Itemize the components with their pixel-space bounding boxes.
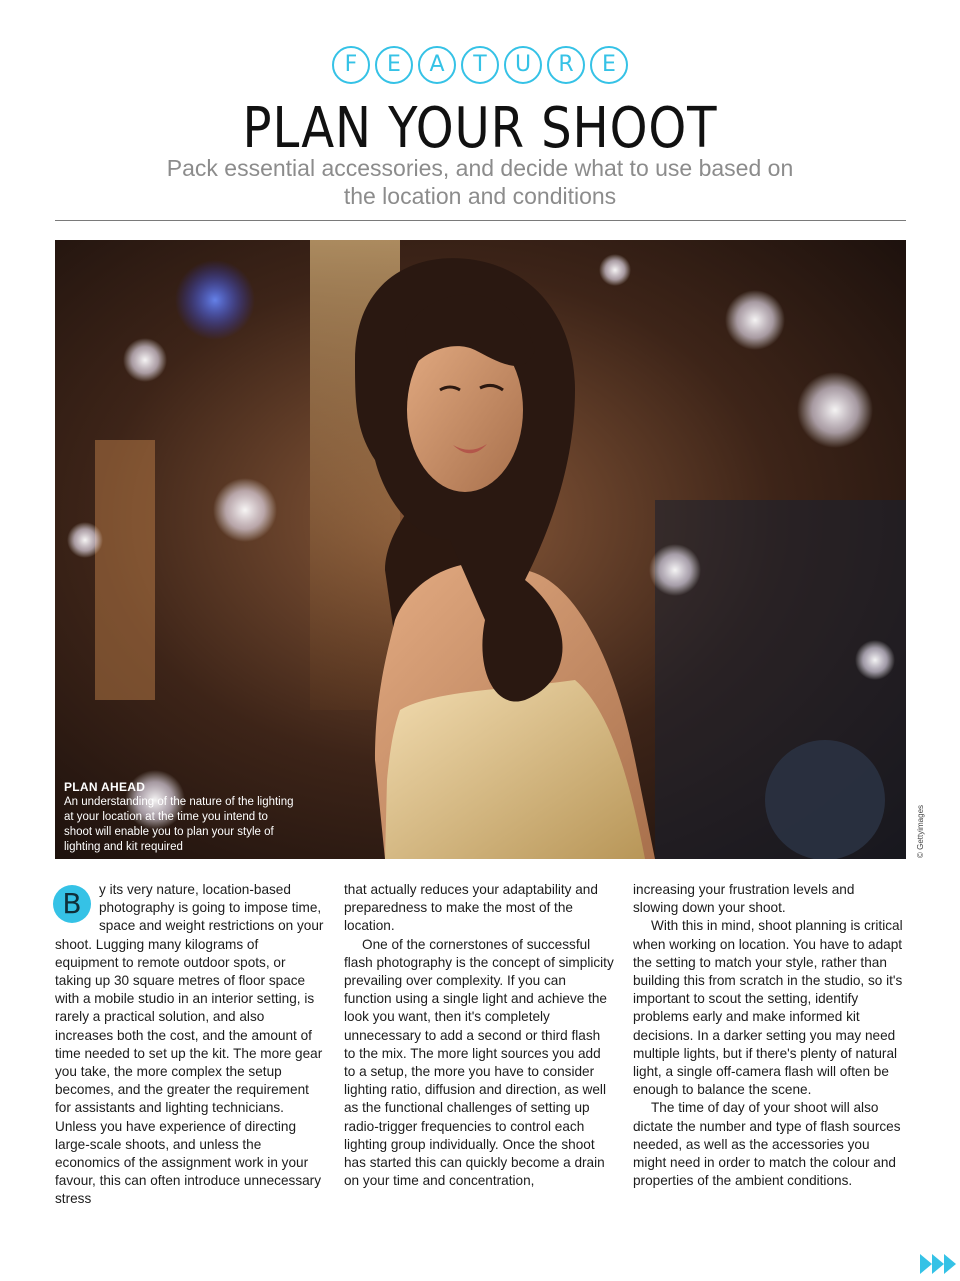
- paragraph: With this in mind, shoot planning is critical when working on location. You have to adapt the setting to match your style, rather than building this from scratch in the studio, so it's important to scout the setting, identify problems early and make informed kit decisions. In a darker setting you may need multiple lights, but if there's plenty of natural light, a single off-camera flash will often be enough to balance the scene.: [633, 918, 903, 1098]
- article-column-3: [633, 881, 903, 1190]
- photo-credit: © Gettyimages: [916, 804, 925, 858]
- portrait-illustration: [55, 240, 906, 859]
- paragraph: increasing your frustration levels and slowing down your shoot.: [633, 882, 855, 916]
- paragraph: One of the cornerstones of successful flash photography is the concept of simplicity prevailing over complexity. If you can function using a single light and achieve the look you want, then it's completely unnecessary to add a second or third flash to the mix. The more light sources you add to a setup, the more you have to consider lighting ratio, diffusion and direction, as well as the functional challenges of setting up radio-trigger frequencies to control each lighting group individually. Once the shoot has started this can quickly become a drain on your time and concentration,: [344, 936, 614, 1189]
- feature-letter: E: [590, 46, 628, 84]
- feature-letter: R: [547, 46, 585, 84]
- feature-letter: A: [418, 46, 456, 84]
- photo-caption: [64, 780, 294, 855]
- feature-letter: F: [332, 46, 370, 84]
- feature-label: [0, 46, 960, 84]
- article-column-2: [344, 881, 614, 1190]
- paragraph: [55, 881, 325, 1209]
- paragraph: The time of day of your shoot will also dictate the number and type of flash sources needed, as well as the accessories you might need in order to match the colour and properties of the ambient conditions.: [633, 1100, 901, 1189]
- header-divider: [55, 220, 906, 221]
- feature-letter: U: [504, 46, 542, 84]
- feature-letter: E: [375, 46, 413, 84]
- paragraph-text: y its very nature, location-based photography is going to impose time, space and weight restrictions on your shoot. Lugging many kilograms of equipment to remote outdoor spots, or taking up 30 square metres of floor space with a mobile studio in an interior setting, is rarely a practical solution, and also increases both the cost, and the amount of time needed to set up the kit. The more gear you take, the more complex the setup becomes, and the greater the requirement for assistants and lighting technicians. Unless you have experience of directing large-scale shoots, and unless the economics of the assignment work in your favour, this can often introduce unnecessary stress: [55, 882, 324, 1207]
- standfirst: Pack essential accessories, and decide what to use based on the location and conditions: [166, 155, 794, 209]
- caption-title: PLAN AHEAD: [64, 780, 146, 794]
- page-title: PLAN YOUR SHOOT: [242, 96, 718, 161]
- paragraph: that actually reduces your adaptability and preparedness to make the most of the location.: [344, 882, 598, 934]
- next-page-arrows-icon[interactable]: [920, 1252, 958, 1281]
- feature-letter: T: [461, 46, 499, 84]
- drop-cap: B: [53, 885, 91, 923]
- article-column-1: [55, 881, 325, 1209]
- caption-text: An understanding of the nature of the lighting at your location at the time you intend to shoot will enable you to plan your style of lighting and kit required: [64, 796, 294, 853]
- hero-photo: [55, 240, 906, 859]
